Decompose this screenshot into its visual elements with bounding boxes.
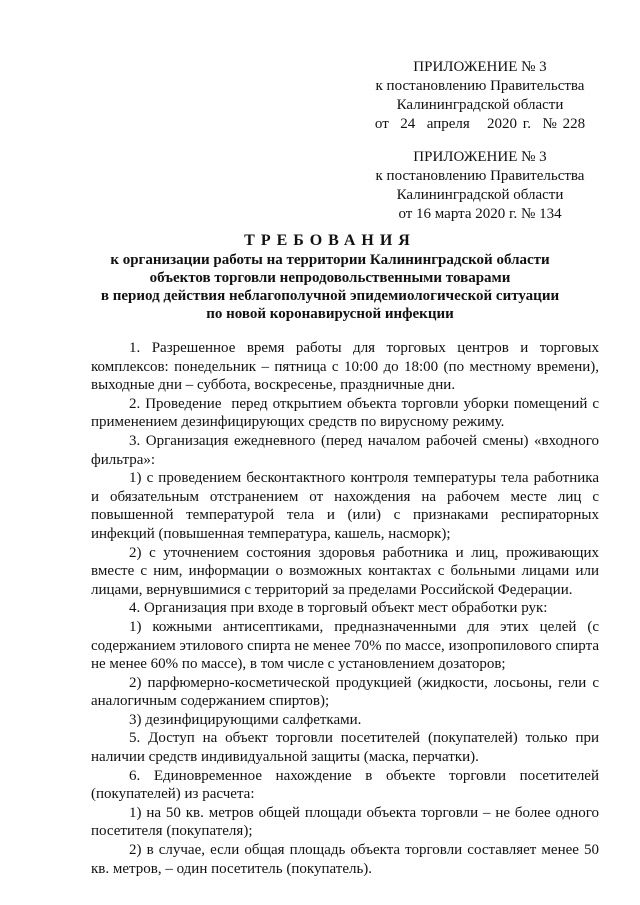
- paragraph: 4. Организация при входе в торговый объект мест обработки рук:: [129, 600, 548, 617]
- heading-line: по новой коронавирусной инфекции: [206, 306, 454, 322]
- paragraph: 2) с уточнением состояния здоровья работника и лиц, проживающих вместе с ним, информации о возможных контактах с больными лицами или лицами, вернувшимися с территорий за пределами Российской Федерации.: [91, 544, 599, 598]
- document-body: [91, 339, 603, 878]
- heading-line: в период действия неблагополучной эпидемиологической ситуации: [100, 288, 560, 304]
- paragraph: 2) парфюмерно-косметической продукцией (жидкости, лосьоны, гели с аналогичным содержанием спиртов);: [91, 674, 599, 710]
- appendix-title: ПРИЛОЖЕНИЕ № 3: [413, 59, 547, 75]
- paragraph: 2. Проведение перед открытием объекта торговли уборки помещений с применением дезинфицирующих средств по вирусному режиму.: [91, 395, 603, 431]
- paragraph: 6. Единовременное нахождение в объекте торговли посетителей (покупателей) из расчета:: [91, 767, 599, 803]
- appendix-header-current: [360, 58, 600, 134]
- document-heading: [70, 232, 590, 323]
- appendix-date-line: от 24 апреля 2020 г. № 228: [374, 116, 586, 132]
- appendix-title: ПРИЛОЖЕНИЕ № 3: [413, 149, 547, 165]
- paragraph: 3) дезинфицирующими салфетками.: [129, 711, 362, 728]
- appendix-line: к постановлению Правительства: [375, 168, 585, 184]
- paragraph: 1) кожными антисептиками, предназначенными для этих целей (с содержанием этилового спирта не менее 70% по массе, изопропилового спирта не менее 60% по массе), в том числе с установлением дозаторов;: [91, 618, 599, 673]
- paragraph: 3. Организация ежедневного (перед началом рабочей смены) «входного фильтра»:: [91, 432, 599, 468]
- paragraph: 1) с проведением бесконтактного контроля температуры тела работника и обязательным отстранением от нахождения на рабочем месте лиц с повышенной температурой тела и (или) с признаками респираторных инфекций (повышенная температура, кашель, насморк);: [91, 470, 599, 542]
- paragraph: 1) на 50 кв. метров общей площади объекта торговли – не более одного посетителя (покупателя);: [91, 804, 599, 840]
- heading-line: к организации работы на территории Калининградской области: [110, 252, 550, 268]
- appendix-line: Калининградской области: [396, 187, 564, 203]
- heading-main: ТРЕБОВАНИЯ: [244, 232, 416, 249]
- paragraph: 1. Разрешенное время работы для торговых центров и торговых комплексов: понедельник – пятница с 10:00 до 18:00 (по местному времени), выходные дни – суббота, воскресенье, праздничные дни.: [91, 340, 599, 394]
- paragraph: 2) в случае, если общая площадь объекта торговли составляет менее 50 кв. метров, – один посетитель (покупатель).: [91, 842, 599, 877]
- appendix-header-original: [360, 148, 600, 224]
- appendix-line: Калининградской области: [396, 97, 564, 113]
- appendix-date-line: от 16 марта 2020 г. № 134: [398, 206, 562, 222]
- paragraph: 5. Доступ на объект торговли посетителей (покупателей) только при наличии средств индивидуальной защиты (маска, перчатки).: [91, 730, 599, 766]
- heading-line: объектов торговли непродовольственными товарами: [149, 270, 511, 286]
- appendix-line: к постановлению Правительства: [375, 78, 585, 94]
